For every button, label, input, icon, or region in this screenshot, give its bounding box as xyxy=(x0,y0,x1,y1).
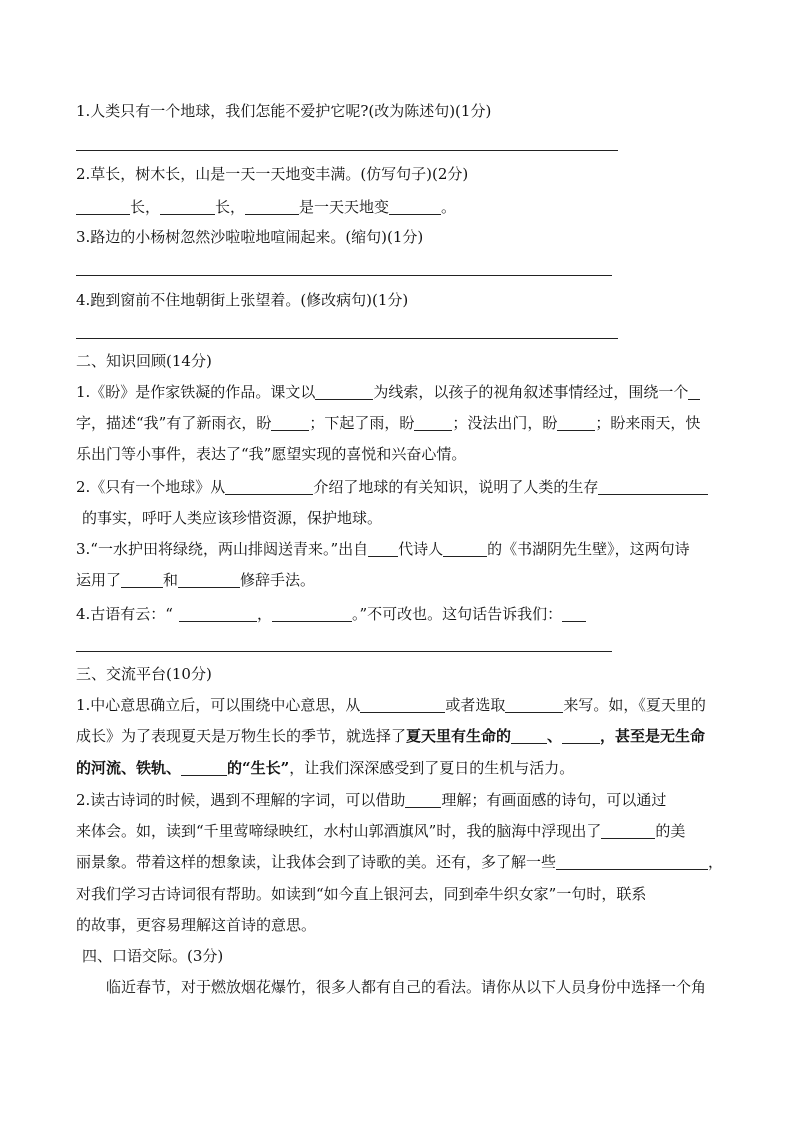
sec3-q1-line3 xyxy=(76,757,574,779)
section-4-title: 四、口语交际。(3分) xyxy=(82,947,224,965)
sec2-q1-text-f: ；盼来雨天，快 xyxy=(595,414,701,432)
sec2-q1-line1 xyxy=(76,381,700,403)
sec3-q1-bold-a: 夏天里有生命的 xyxy=(406,727,512,745)
sec2-q1-blank-word[interactable] xyxy=(688,384,700,400)
sec3-q1-bold-b: ，甚至是无生命 xyxy=(600,727,706,745)
sec2-q3-text-e: 和 xyxy=(163,571,179,589)
sec2-q3-text-c: 的《书湖阴先生壁》，这两句诗 xyxy=(487,540,690,558)
sec2-q2-text-a: 2.《只有一个地球》从 xyxy=(76,478,226,496)
sec3-q2-blank-2[interactable] xyxy=(601,823,655,839)
sec2-q1-text-a: 1.《盼》是作家铁凝的作品。课文以 xyxy=(76,383,316,401)
sec2-q4-text-a: 4.古语有云：“ xyxy=(76,605,173,623)
q2-blank-2[interactable] xyxy=(160,199,215,215)
sec2-q1-text-d: ；下起了雨，盼 xyxy=(309,414,415,432)
sec3-q2-text-b: 理解；有画面感的诗句，可以通过 xyxy=(441,791,667,809)
sec2-q4-blank-1[interactable] xyxy=(179,606,257,622)
sec2-q2-line1 xyxy=(76,476,708,498)
q2-blank-3[interactable] xyxy=(245,199,299,215)
sec2-q3-blank-poet[interactable] xyxy=(443,541,487,557)
sec2-q4-text-c: 。”不可改也。这句话告诉我们： xyxy=(352,605,563,623)
sec2-q4-blank-3[interactable] xyxy=(562,606,586,622)
sec2-q3-blank-dynasty[interactable] xyxy=(368,541,398,557)
q2-text: 2.草长，树木长，山是一天一天地变丰满。(仿写句子)(2分) xyxy=(76,165,469,183)
sec2-q1-blank-clue[interactable] xyxy=(315,384,373,400)
sec3-q2-text-c: 来体会。如，读到“千里莺啼绿映红，水村山郭酒旗风”时，我的脑海中浮现出了 xyxy=(76,822,602,840)
sec3-q2-line1 xyxy=(76,789,666,811)
sec2-q1-blank-2[interactable] xyxy=(414,415,452,431)
sec3-q1-line1 xyxy=(76,694,706,716)
sec2-q3-text-a: 3.“一水护田将绿绕，两山排闼送青来。”出自 xyxy=(76,540,369,558)
q2-blank-1[interactable] xyxy=(76,199,130,215)
sec4-paragraph: 临近春节，对于燃放烟花爆竹，很多人都有自己的看法。请你从以下人员身份中选择一个角 xyxy=(106,978,707,996)
sec3-q2-text-f: ， xyxy=(708,853,724,871)
sec2-q4-blank-2[interactable] xyxy=(272,606,352,622)
q2-fill-end: 。 xyxy=(441,198,457,216)
sec3-q1-text-e: ，让我们深深感受到了夏日的生机与活力。 xyxy=(289,759,575,777)
sec2-q1-blank-1[interactable] xyxy=(271,415,309,431)
sec2-q2-blank-1[interactable] xyxy=(225,479,313,495)
q2-fill-b: 长， xyxy=(215,198,246,216)
q2-blank-4[interactable] xyxy=(389,199,441,215)
q1-answer-line[interactable] xyxy=(76,150,618,151)
sec2-q2-line2: 的事实，呼吁人类应该珍惜资源，保护地球。 xyxy=(82,509,383,527)
sec2-q4-answer-line[interactable] xyxy=(76,651,612,652)
sec3-q1-text-d: 成长》为了表现夏天是万物生长的季节，就选择了 xyxy=(76,727,407,745)
sec3-q2-line2 xyxy=(76,820,685,842)
sec2-q3-text-b: 代诗人 xyxy=(398,540,444,558)
sec3-q1-blank-4[interactable] xyxy=(562,728,600,744)
sec3-q1-blank-2[interactable] xyxy=(505,697,563,713)
sec2-q1-line2 xyxy=(76,412,700,434)
sec3-q1-blank-3[interactable] xyxy=(511,728,547,744)
sec3-q1-text-a: 1.中心意思确立后，可以围绕中心意思，从 xyxy=(76,696,361,714)
sec2-q3-blank-1[interactable] xyxy=(121,572,163,588)
sec3-q2-line3 xyxy=(76,851,723,873)
q1-text: 1.人类只有一个地球，我们怎能不爱护它呢?(改为陈述句)(1分) xyxy=(76,102,492,120)
sec3-q1-blank-1[interactable] xyxy=(360,697,445,713)
sec2-q3-line1 xyxy=(76,538,690,560)
sec2-q3-text-d: 运用了 xyxy=(76,571,122,589)
sec2-q4-line1 xyxy=(76,603,586,625)
sec3-q1-blank-5[interactable] xyxy=(181,760,227,776)
sec3-q2-text-a: 2.读古诗词的时候，遇到不理解的字词，可以借助 xyxy=(76,791,406,809)
q2-fill-line xyxy=(76,196,456,218)
sec3-q1-sep: 、 xyxy=(547,727,563,745)
sec3-q1-bold-d: 的“生长” xyxy=(227,759,290,777)
sec2-q3-line2 xyxy=(76,569,315,591)
sec3-q2-line4: 对我们学习古诗词很有帮助。如读到“如今直上银河去，同到牵牛织女家”一句时，联系 xyxy=(76,885,647,903)
sec3-q2-line5: 的故事，更容易理解这首诗的意思。 xyxy=(76,916,317,934)
sec3-q2-text-d: 的美 xyxy=(655,822,686,840)
q3-answer-line[interactable] xyxy=(76,275,612,276)
sec3-q1-bold-c: 的河流、铁轨、 xyxy=(76,759,182,777)
sec2-q4-text-b: ， xyxy=(256,605,272,623)
sec2-q1-text-e: ；没法出门，盼 xyxy=(452,414,558,432)
sec3-q2-blank-3[interactable] xyxy=(556,854,708,870)
sec2-q1-text-b: 为线索，以孩子的视角叙述事情经过，围绕一个 xyxy=(373,383,689,401)
sec2-q1-text-c: 字，描述“我”有了新雨衣，盼 xyxy=(76,414,272,432)
sec3-q1-line2 xyxy=(76,725,705,747)
section-2-title: 二、知识回顾(14分) xyxy=(76,352,212,370)
q3-text: 3.路边的小杨树忽然沙啦啦地喧闹起来。(缩句)(1分) xyxy=(76,228,424,246)
sec2-q2-text-b: 介绍了地球的有关知识，说明了人类的生存 xyxy=(313,478,599,496)
sec2-q2-blank-2[interactable] xyxy=(598,479,708,495)
sec3-q2-text-e: 丽景象。带着这样的想象读，让我体会到了诗歌的美。还有，多了解一些 xyxy=(76,853,557,871)
sec2-q3-blank-2[interactable] xyxy=(178,572,240,588)
sec2-q1-line3: 乐出门等小事件，表达了“我”愿望实现的喜悦和兴奋心情。 xyxy=(76,445,467,463)
section-3-title: 三、交流平台(10分) xyxy=(76,665,212,683)
sec3-q1-text-c: 来写。如，《夏天里的 xyxy=(563,696,706,714)
sec2-q1-blank-3[interactable] xyxy=(557,415,595,431)
sec3-q1-text-b: 或者选取 xyxy=(445,696,506,714)
sec3-q2-blank-1[interactable] xyxy=(405,792,441,808)
q2-fill-a: 长， xyxy=(130,198,161,216)
q4-answer-line[interactable] xyxy=(76,338,618,339)
q2-fill-c: 是一天天地变 xyxy=(299,198,390,216)
sec2-q3-text-f: 修辞手法。 xyxy=(240,571,316,589)
q4-text: 4.跑到窗前不住地朝街上张望着。(修改病句)(1分) xyxy=(76,291,409,309)
